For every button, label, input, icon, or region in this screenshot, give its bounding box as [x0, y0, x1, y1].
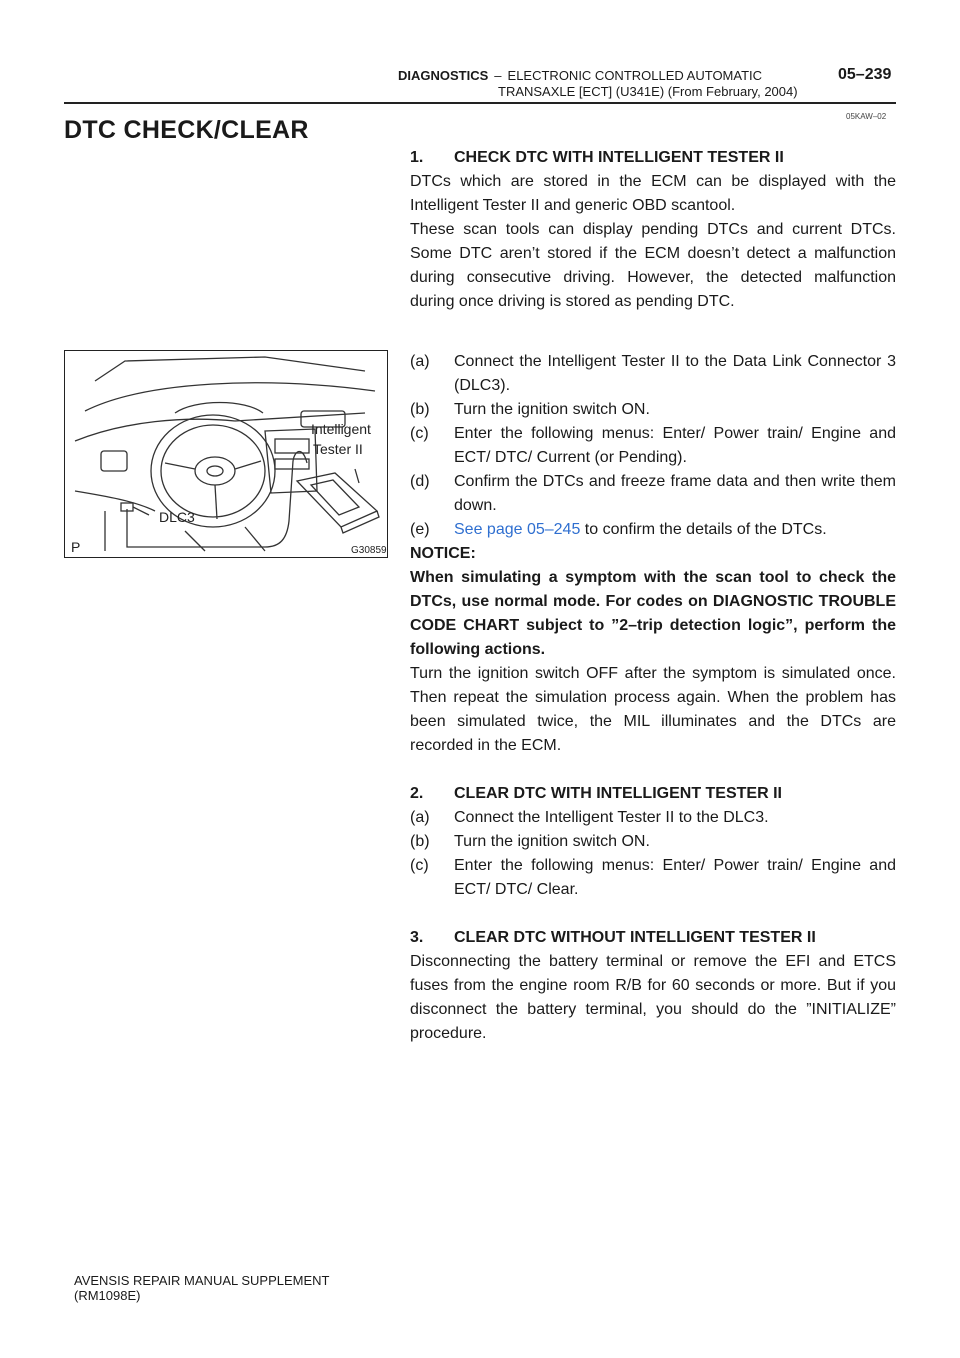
footer — [74, 1273, 330, 1303]
section3-text: Disconnecting the battery terminal or remove the EFI and ETCS fuses from the engine room R/B for 60 seconds or more. But if you disconnect the battery terminal, you should do the ”INITIALIZE” procedure. — [410, 953, 896, 1042]
section1-para2: These scan tools can display pending DTCs and current DTCs. Some DTC aren’t stored if the ECM doesn’t detect a malfunction during consecutive driving. However, the detected malfunction during once driving is stored as pending DTC. — [410, 221, 896, 310]
dashboard-figure — [64, 350, 388, 558]
header-subsection-line2: TRANSAXLE [ECT] (U341E) (From February, 2004) — [498, 84, 798, 99]
section2-heading-text: CLEAR DTC WITH INTELLIGENT TESTER II — [454, 785, 782, 802]
figure-label-dlc3: DLC3 — [159, 509, 195, 525]
section1-step-d — [410, 470, 896, 518]
section2-step-b — [410, 830, 896, 854]
step-label: (e) — [410, 521, 430, 538]
spacer — [410, 758, 896, 782]
step-text: Turn the ignition switch ON. — [454, 401, 650, 418]
step-text: Enter the following menus: Enter/ Power train/ Engine and ECT/ DTC/ Clear. — [454, 857, 896, 898]
section1-step-e — [410, 518, 896, 542]
section1-intro: DTCs which are stored in the ECM can be displayed with the Intelligent Tester II and generic OBD scantool. — [410, 173, 896, 214]
section2-heading — [410, 782, 896, 806]
doc-code: 05KAW–02 — [846, 112, 887, 121]
body-text — [410, 146, 896, 1046]
footer-manual-title: AVENSIS REPAIR MANUAL SUPPLEMENT — [74, 1273, 330, 1288]
section1-step-c — [410, 422, 896, 470]
spacer — [410, 902, 896, 926]
step-label: (c) — [410, 857, 429, 874]
figure-label-tester-line2: Tester II — [313, 441, 363, 457]
section3-heading-text: CLEAR DTC WITHOUT INTELLIGENT TESTER II — [454, 929, 816, 946]
section1-num: 1. — [410, 149, 424, 166]
step-text: Connect the Intelligent Tester II to the DLC3. — [454, 809, 769, 826]
step-text: Connect the Intelligent Tester II to the Data Link Connector 3 (DLC3). — [454, 353, 896, 394]
step-label: (d) — [410, 473, 430, 490]
spacer — [410, 314, 896, 350]
notice-title: NOTICE: — [410, 545, 476, 562]
step-label: (c) — [410, 425, 429, 442]
section1-heading — [410, 146, 896, 170]
section3-num: 3. — [410, 929, 424, 946]
footer-manual-code: (RM1098E) — [74, 1288, 141, 1303]
section1-step-a — [410, 350, 896, 398]
figure-code: G30859 — [351, 545, 387, 556]
page-number: 05–239 — [838, 66, 892, 83]
notice-text: Turn the ignition switch OFF after the symptom is simulated once. Then repeat the simulation process again. When the problem has been simulated twice, the MIL illuminates and the DTCs are recorded in the ECM. — [410, 665, 896, 754]
step-label: (a) — [410, 353, 430, 370]
step-text: Turn the ignition switch ON. — [454, 833, 650, 850]
step-label: (b) — [410, 833, 430, 850]
page-title: DTC CHECK/CLEAR — [64, 116, 309, 144]
section2-step-a — [410, 806, 896, 830]
header-rule — [64, 102, 896, 104]
header-section: DIAGNOSTICS — [398, 68, 489, 83]
running-header — [398, 68, 762, 83]
section1-step-b — [410, 398, 896, 422]
header-subsection-line1: ELECTRONIC CONTROLLED AUTOMATIC — [507, 68, 763, 83]
step-label: (b) — [410, 401, 430, 418]
section1-heading-text: CHECK DTC WITH INTELLIGENT TESTER II — [454, 149, 784, 166]
section2-num: 2. — [410, 785, 424, 802]
step-text: to confirm the details of the DTCs. — [580, 521, 827, 538]
step-text: Enter the following menus: Enter/ Power train/ Engine and ECT/ DTC/ Current (or Pending). — [454, 425, 896, 466]
figure-label-p: P — [71, 539, 81, 555]
figure-label-tester-line1: Intelligent — [311, 421, 371, 437]
see-page-link[interactable]: See page 05–245 — [454, 521, 581, 538]
step-label: (a) — [410, 809, 430, 826]
step-text: Confirm the DTCs and freeze frame data and then write them down. — [454, 473, 896, 514]
section2-step-c — [410, 854, 896, 902]
header-separator: – — [494, 68, 502, 83]
notice-bold-text: When simulating a symptom with the scan tool to check the DTCs, use normal mode. For codes on DIAGNOSTIC TROUBLE CODE CHART subject to ”2–trip detection logic”, perform the following actions. — [410, 569, 896, 658]
section3-heading — [410, 926, 896, 950]
